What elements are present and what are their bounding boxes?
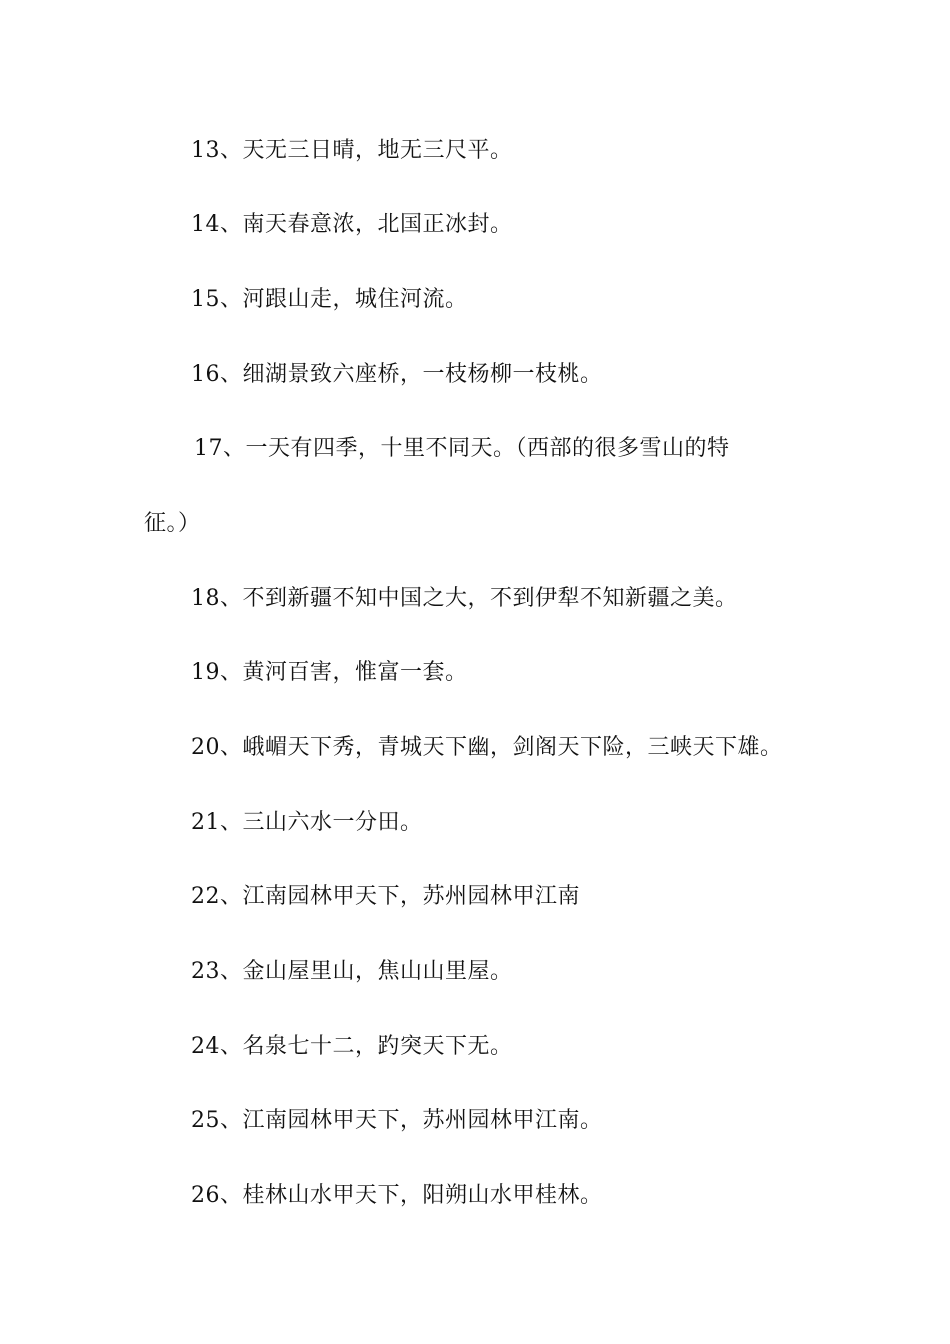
proverb-line-18: 18、不到新疆不知中国之大，不到伊犁不知新疆之美。 — [191, 586, 738, 611]
proverb-line-23: 23、金山屋里山，焦山山里屋。 — [191, 959, 513, 984]
proverb-line-17: 17、一天有四季，十里不同天。（西部的很多雪山的特 — [194, 436, 730, 461]
proverb-line-19: 19、黄河百害，惟富一套。 — [191, 660, 468, 685]
proverb-line-26: 26、桂林山水甲天下，阳朔山水甲桂林。 — [191, 1183, 603, 1208]
proverb-line-21: 21、三山六水一分田。 — [191, 810, 423, 835]
proverb-line-15: 15、河跟山走，城住河流。 — [191, 287, 468, 312]
proverb-line-17-continued: 征。） — [144, 511, 201, 536]
proverb-line-16: 16、细湖景致六座桥，一枝杨柳一枝桃。 — [191, 362, 603, 387]
proverb-line-22: 22、江南园林甲天下，苏州园林甲江南 — [191, 884, 580, 909]
proverb-line-25: 25、江南园林甲天下，苏州园林甲江南。 — [191, 1108, 603, 1133]
proverb-line-14: 14、南天春意浓，北国正冰封。 — [191, 212, 513, 237]
proverb-line-24: 24、名泉七十二，趵突天下无。 — [191, 1034, 513, 1059]
proverb-line-13: 13、天无三日晴，地无三尺平。 — [191, 138, 513, 163]
proverb-line-20: 20、峨嵋天下秀，青城天下幽，剑阁天下险，三峡天下雄。 — [191, 735, 783, 760]
